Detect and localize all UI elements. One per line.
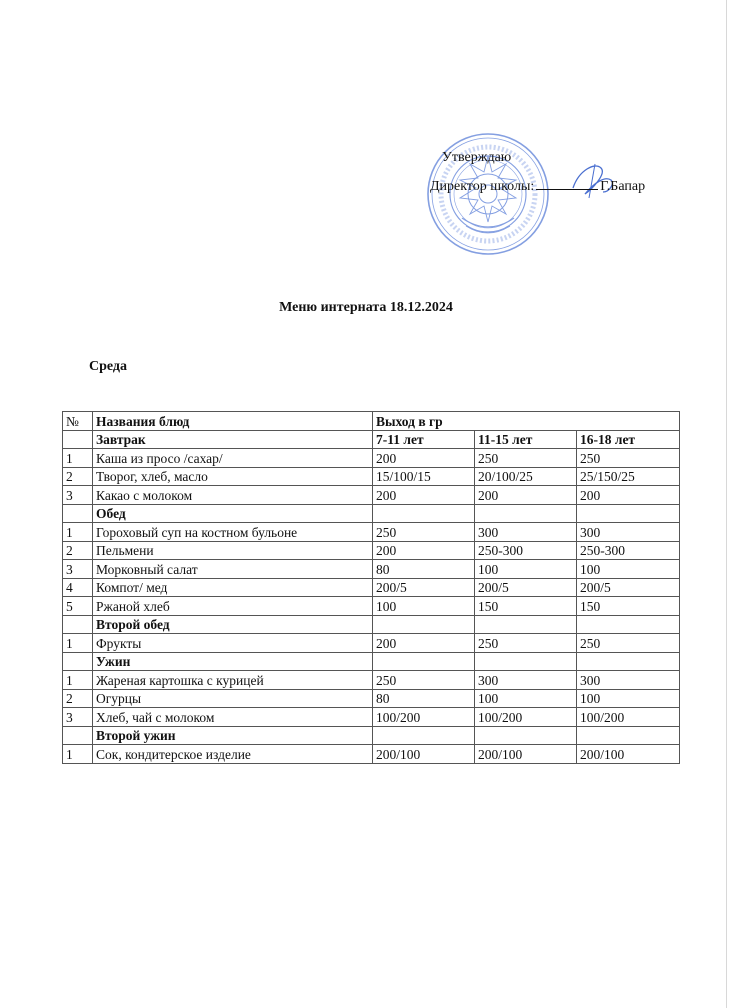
empty-cell bbox=[373, 652, 475, 671]
portion-value: 100 bbox=[475, 689, 577, 708]
section-title: Второй обед bbox=[93, 615, 373, 634]
empty-cell bbox=[577, 504, 680, 523]
portion-value: 250-300 bbox=[475, 541, 577, 560]
portion-value: 200 bbox=[577, 486, 680, 505]
dish-name: Ржаной хлеб bbox=[93, 597, 373, 616]
header-num: № bbox=[63, 412, 93, 431]
dish-name: Жареная картошка с курицей bbox=[93, 671, 373, 690]
dish-name: Какао с молоком bbox=[93, 486, 373, 505]
portion-value: 100 bbox=[577, 689, 680, 708]
portion-value: 250 bbox=[577, 449, 680, 468]
empty-cell bbox=[577, 726, 680, 745]
dish-row bbox=[63, 578, 680, 597]
portion-value: 300 bbox=[577, 671, 680, 690]
section-num-cell bbox=[63, 615, 93, 634]
signature-underline bbox=[536, 177, 598, 190]
dish-name: Гороховый суп на костном бульоне bbox=[93, 523, 373, 542]
section-row bbox=[63, 615, 680, 634]
section-row bbox=[63, 430, 680, 449]
portion-value: 150 bbox=[475, 597, 577, 616]
section-row bbox=[63, 652, 680, 671]
dish-name: Морковный салат bbox=[93, 560, 373, 579]
section-row bbox=[63, 504, 680, 523]
portion-value: 200/5 bbox=[373, 578, 475, 597]
portion-value: 250 bbox=[475, 634, 577, 653]
portion-value: 250 bbox=[577, 634, 680, 653]
portion-value: 15/100/15 bbox=[373, 467, 475, 486]
age-group-header: 7-11 лет bbox=[373, 430, 475, 449]
portion-value: 100 bbox=[373, 597, 475, 616]
section-row bbox=[63, 726, 680, 745]
portion-value: 100/200 bbox=[373, 708, 475, 727]
dish-num: 4 bbox=[63, 578, 93, 597]
dish-name: Хлеб, чай с молоком bbox=[93, 708, 373, 727]
dish-num: 3 bbox=[63, 708, 93, 727]
portion-value: 200 bbox=[373, 541, 475, 560]
portion-value: 300 bbox=[577, 523, 680, 542]
portion-value: 200/5 bbox=[577, 578, 680, 597]
dish-num: 1 bbox=[63, 449, 93, 468]
dish-num: 5 bbox=[63, 597, 93, 616]
dish-num: 2 bbox=[63, 689, 93, 708]
empty-cell bbox=[373, 615, 475, 634]
empty-cell bbox=[577, 615, 680, 634]
dish-name: Пельмени bbox=[93, 541, 373, 560]
dish-row bbox=[63, 597, 680, 616]
section-num-cell bbox=[63, 504, 93, 523]
portion-value: 200 bbox=[373, 486, 475, 505]
dish-row bbox=[63, 671, 680, 690]
portion-value: 80 bbox=[373, 560, 475, 579]
age-group-header: 16-18 лет bbox=[577, 430, 680, 449]
portion-value: 200/100 bbox=[475, 745, 577, 764]
document-title: Меню интерната 18.12.2024 bbox=[279, 300, 453, 315]
portion-value: 20/100/25 bbox=[475, 467, 577, 486]
portion-value: 300 bbox=[475, 523, 577, 542]
dish-row bbox=[63, 541, 680, 560]
dish-name: Компот/ мед bbox=[93, 578, 373, 597]
portion-value: 250 bbox=[373, 671, 475, 690]
empty-cell bbox=[577, 652, 680, 671]
menu-table bbox=[62, 411, 680, 764]
portion-value: 200/100 bbox=[373, 745, 475, 764]
menu-table-body bbox=[63, 412, 680, 764]
dish-num: 1 bbox=[63, 745, 93, 764]
section-title: Завтрак bbox=[93, 430, 373, 449]
section-num-cell bbox=[63, 652, 93, 671]
portion-value: 200 bbox=[475, 486, 577, 505]
approve-label: Утверждаю bbox=[442, 150, 512, 165]
dish-row bbox=[63, 486, 680, 505]
portion-value: 200/5 bbox=[475, 578, 577, 597]
header-row bbox=[63, 412, 680, 431]
portion-value: 300 bbox=[475, 671, 577, 690]
dish-name: Творог, хлеб, масло bbox=[93, 467, 373, 486]
portion-value: 200/100 bbox=[577, 745, 680, 764]
empty-cell bbox=[475, 652, 577, 671]
scan-edge-line bbox=[726, 0, 727, 1008]
dish-num: 3 bbox=[63, 560, 93, 579]
portion-value: 250 bbox=[373, 523, 475, 542]
portion-value: 100 bbox=[475, 560, 577, 579]
dish-row bbox=[63, 708, 680, 727]
weekday-label: Среда bbox=[89, 359, 128, 374]
portion-value: 100 bbox=[577, 560, 680, 579]
dish-row bbox=[63, 467, 680, 486]
dish-row bbox=[63, 560, 680, 579]
director-line bbox=[430, 177, 645, 195]
dish-name: Каша из просо /сахар/ bbox=[93, 449, 373, 468]
dish-num: 3 bbox=[63, 486, 93, 505]
header-name: Названия блюд bbox=[93, 412, 373, 431]
portion-value: 100/200 bbox=[475, 708, 577, 727]
empty-cell bbox=[475, 615, 577, 634]
dish-row bbox=[63, 634, 680, 653]
section-title: Обед bbox=[93, 504, 373, 523]
empty-cell bbox=[475, 504, 577, 523]
portion-value: 25/150/25 bbox=[577, 467, 680, 486]
section-num-cell bbox=[63, 726, 93, 745]
dish-name: Сок, кондитерское изделие bbox=[93, 745, 373, 764]
dish-num: 2 bbox=[63, 541, 93, 560]
portion-value: 100/200 bbox=[577, 708, 680, 727]
director-name: Г.Бапар bbox=[600, 179, 646, 194]
dish-num: 1 bbox=[63, 523, 93, 542]
section-title: Второй ужин bbox=[93, 726, 373, 745]
dish-name: Фрукты bbox=[93, 634, 373, 653]
dish-num: 1 bbox=[63, 671, 93, 690]
empty-cell bbox=[373, 726, 475, 745]
dish-num: 1 bbox=[63, 634, 93, 653]
portion-value: 80 bbox=[373, 689, 475, 708]
section-num-cell bbox=[63, 430, 93, 449]
dish-num: 2 bbox=[63, 467, 93, 486]
dish-row bbox=[63, 689, 680, 708]
empty-cell bbox=[475, 726, 577, 745]
portion-value: 250 bbox=[475, 449, 577, 468]
portion-value: 200 bbox=[373, 449, 475, 468]
dish-row bbox=[63, 523, 680, 542]
empty-cell bbox=[373, 504, 475, 523]
portion-value: 250-300 bbox=[577, 541, 680, 560]
dish-row bbox=[63, 745, 680, 764]
portion-value: 200 bbox=[373, 634, 475, 653]
portion-value: 150 bbox=[577, 597, 680, 616]
dish-name: Огурцы bbox=[93, 689, 373, 708]
section-title: Ужин bbox=[93, 652, 373, 671]
director-label: Директор школы: bbox=[430, 179, 535, 194]
age-group-header: 11-15 лет bbox=[475, 430, 577, 449]
dish-row bbox=[63, 449, 680, 468]
header-output: Выход в гр bbox=[373, 412, 680, 431]
